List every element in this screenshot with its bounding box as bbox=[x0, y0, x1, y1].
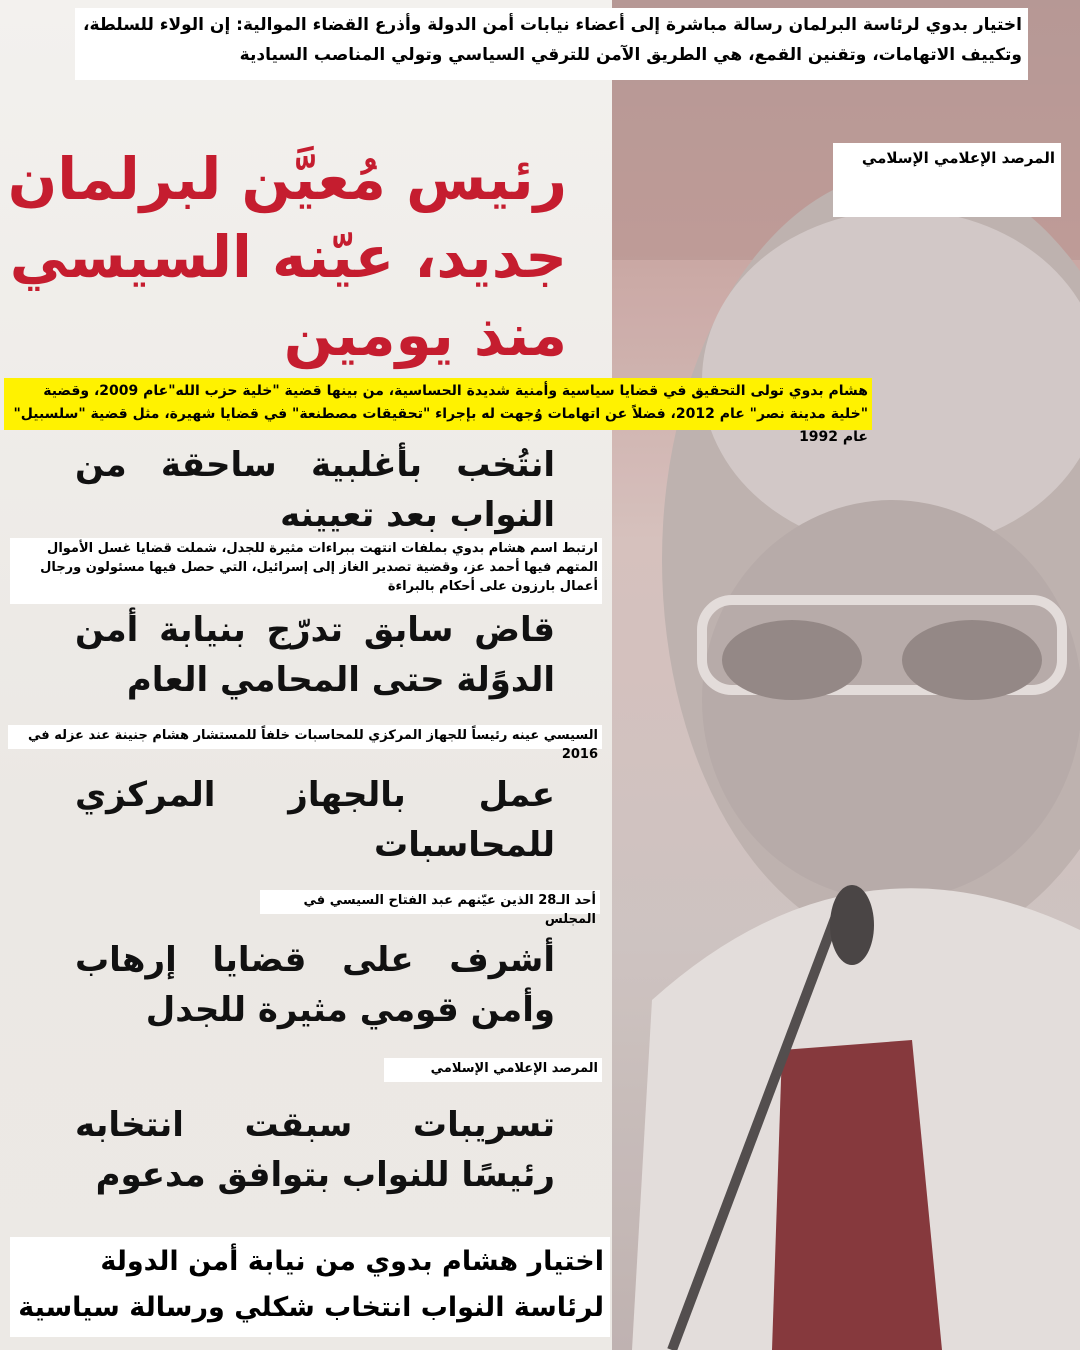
top-note: اختيار بدوي لرئاسة البرلمان رسالة مباشرة إلى أعضاء نيابات أمن الدولة وأذرع القضاء الموالية: إن الولاء للسلطة، وتكييف الاتهامات، وتقنين القمع، هي الطريق الآمن للترقي السياسي وتولي المناصب السيادية bbox=[75, 8, 1028, 80]
headline-line-1: رئيس مُعيَّن لبرلمان bbox=[7, 145, 567, 213]
subheading-terror-cases: أشرف على قضايا إرهاب وأمن قومي مثيرة للجدل bbox=[75, 940, 555, 1030]
headline bbox=[7, 140, 567, 374]
subheading-judge: قاض سابق تدرّج بنيابة أمن الدوًلة حتى المحامي العام bbox=[75, 610, 555, 700]
note-appointed-28: أحد الـ28 الذين عيّنهم عبد الفتاح السيسي في المجلس bbox=[260, 890, 600, 914]
headline-line-2: جديد، عيّنه السيسي bbox=[9, 223, 567, 291]
headline-line-3: منذ يومين bbox=[283, 301, 567, 369]
subheading-leaks: تسريبات سبقت انتخابه رئيسًا للنواب بتوافق مدعوم bbox=[75, 1105, 555, 1195]
highlight-note: هشام بدوي تولى التحقيق في قضايا سياسية وأمنية شديدة الحساسية، من بينها قضية "خلية حزب الله"عام 2009، وقضية "خلية مدينة نصر" عام 2012، فضلاً عن اتهامات وُجهت له بإجراء "تحقيقات مصطنعة" في قضايا شهيرة، مثل قضية "سلسبيل" عام 1992 bbox=[4, 378, 872, 430]
subheading-elected: انتُخب بأغلبية ساحقة من النواب بعد تعيينه bbox=[75, 445, 555, 535]
source-label-middle: المرصد الإعلامي الإسلامي bbox=[384, 1058, 602, 1082]
source-label-top: المرصد الإعلامي الإسلامي bbox=[833, 143, 1061, 217]
bottom-note: اختيار هشام بدوي من نيابة أمن الدولة لرئاسة النواب انتخاب شكلي ورسالة سياسية bbox=[10, 1237, 610, 1337]
subheading-audit-agency: عمل بالجهاز المركزي للمحاسبات bbox=[75, 775, 555, 865]
note-acquittals: ارتبط اسم هشام بدوي بملفات انتهت ببراءات مثيرة للجدل، شملت قضايا غسل الأموال المتهم فيها أحمد عز، وقضية تصدير الغاز إلى إسرائيل، التي حصل فيها مسئولون ورجال أعمال بارزون على أحكام بالبراءة bbox=[10, 538, 602, 604]
note-audit-appointment: السيسي عينه رئيساً للجهاز المركزي للمحاسبات خلفاً للمستشار هشام جنينة عند عزله في 2016 bbox=[8, 725, 602, 749]
